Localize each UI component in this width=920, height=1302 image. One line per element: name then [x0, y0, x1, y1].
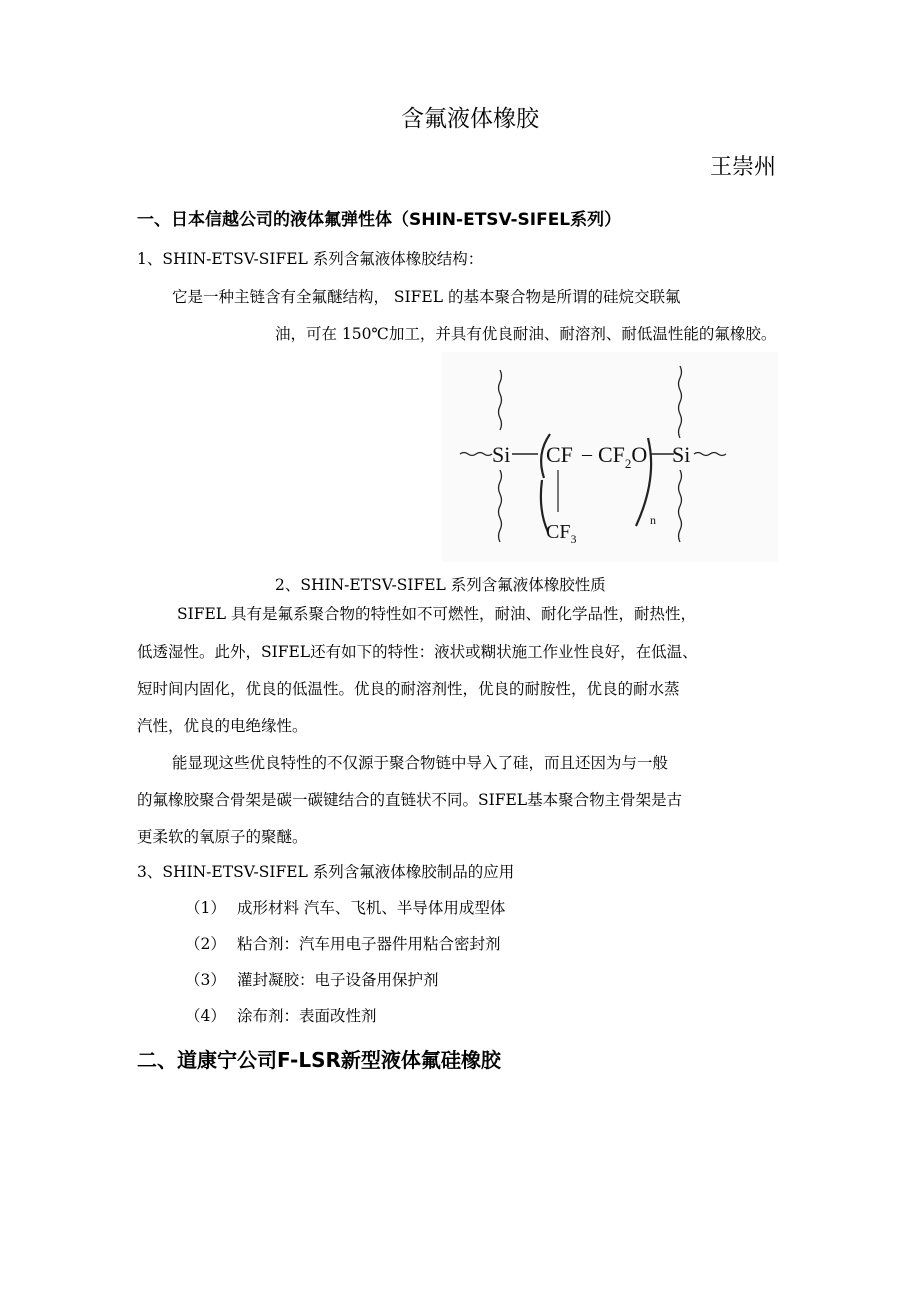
subscript-n: n [650, 513, 656, 527]
sub2-p1-line: 短时间内固化，优良的低温性。优良的耐溶剂性，优良的耐胺性，优良的耐水蒸 [137, 680, 680, 698]
document-title: 含氟液体橡胶 [401, 106, 539, 132]
sub1-line2: 油，可在 150℃加工，并具有优良耐油、耐溶剂、耐低温性能的氟橡胶。 [275, 325, 777, 343]
si-right-label: Si [672, 442, 691, 467]
chemical-structure-diagram [442, 352, 778, 562]
cf-label: CF [546, 442, 573, 467]
wavy-bond-left-top [499, 370, 502, 430]
list-item: （3） 灌封凝胶：电子设备用保护剂 [185, 971, 439, 989]
section1-heading: 一、日本信越公司的液体氟弹性体（SHIN-ETSV-SIFEL系列） [137, 210, 622, 230]
cf2o-label: $CF_2O$ [598, 442, 648, 471]
list-item: （2） 粘合剂：汽车用电子器件用粘合密封剂 [185, 935, 501, 953]
sub2-p1-line: SIFEL 具有是氟系聚合物的特性如不可燃性，耐油、耐化学品性，耐热性， [177, 605, 697, 623]
sub1-heading: 1、SHIN-ETSV-SIFEL 系列含氟液体橡胶结构： [137, 250, 484, 268]
wavy-bond-left-bottom [499, 470, 502, 542]
sub2-heading: 2、SHIN-ETSV-SIFEL 系列含氟液体橡胶性质 [275, 576, 606, 594]
list-item: （1） 成形材料 汽车、飞机、半导体用成型体 [185, 899, 506, 917]
sub1-line1: 它是一种主链含有全氟醚结构， SIFEL 的基本聚合物是所谓的硅烷交联氟 [172, 288, 681, 306]
sub2-p2-line: 的氟橡胶聚合骨架是碳一碳键结合的直链状不同。SIFEL基本聚合物主骨架是古 [137, 791, 683, 809]
sub3-heading: 3、SHIN-ETSV-SIFEL 系列含氟液体橡胶制品的应用 [137, 863, 515, 881]
wavy-bond-right-horizontal [694, 453, 726, 456]
sub2-p2-line: 更柔软的氧原子的聚醚。 [137, 828, 308, 846]
sub2-p2-line: 能显现这些优良特性的不仅源于聚合物链中导入了硅，而且还因为与一般 [172, 754, 669, 772]
author-name: 王崇州 [710, 155, 777, 180]
list-item: （4） 涂布剂：表面改性剂 [185, 1007, 377, 1025]
cf3-label: $CF_3$ [546, 521, 577, 546]
wavy-bond-right-bottom [679, 470, 682, 542]
sub2-p1-line: 汽性，优良的电绝缘性。 [137, 717, 308, 735]
wavy-bond-left-horizontal [460, 453, 492, 456]
dash-label: – [582, 443, 592, 465]
si-left-label: Si [492, 442, 511, 467]
wavy-bond-right-top [679, 366, 682, 438]
section2-heading: 二、道康宁公司F-LSR新型液体氟硅橡胶 [137, 1048, 501, 1072]
sub2-p1-line: 低透湿性。此外，SIFEL还有如下的特性：液状或糊状施工作业性良好，在低温、 [137, 643, 698, 661]
